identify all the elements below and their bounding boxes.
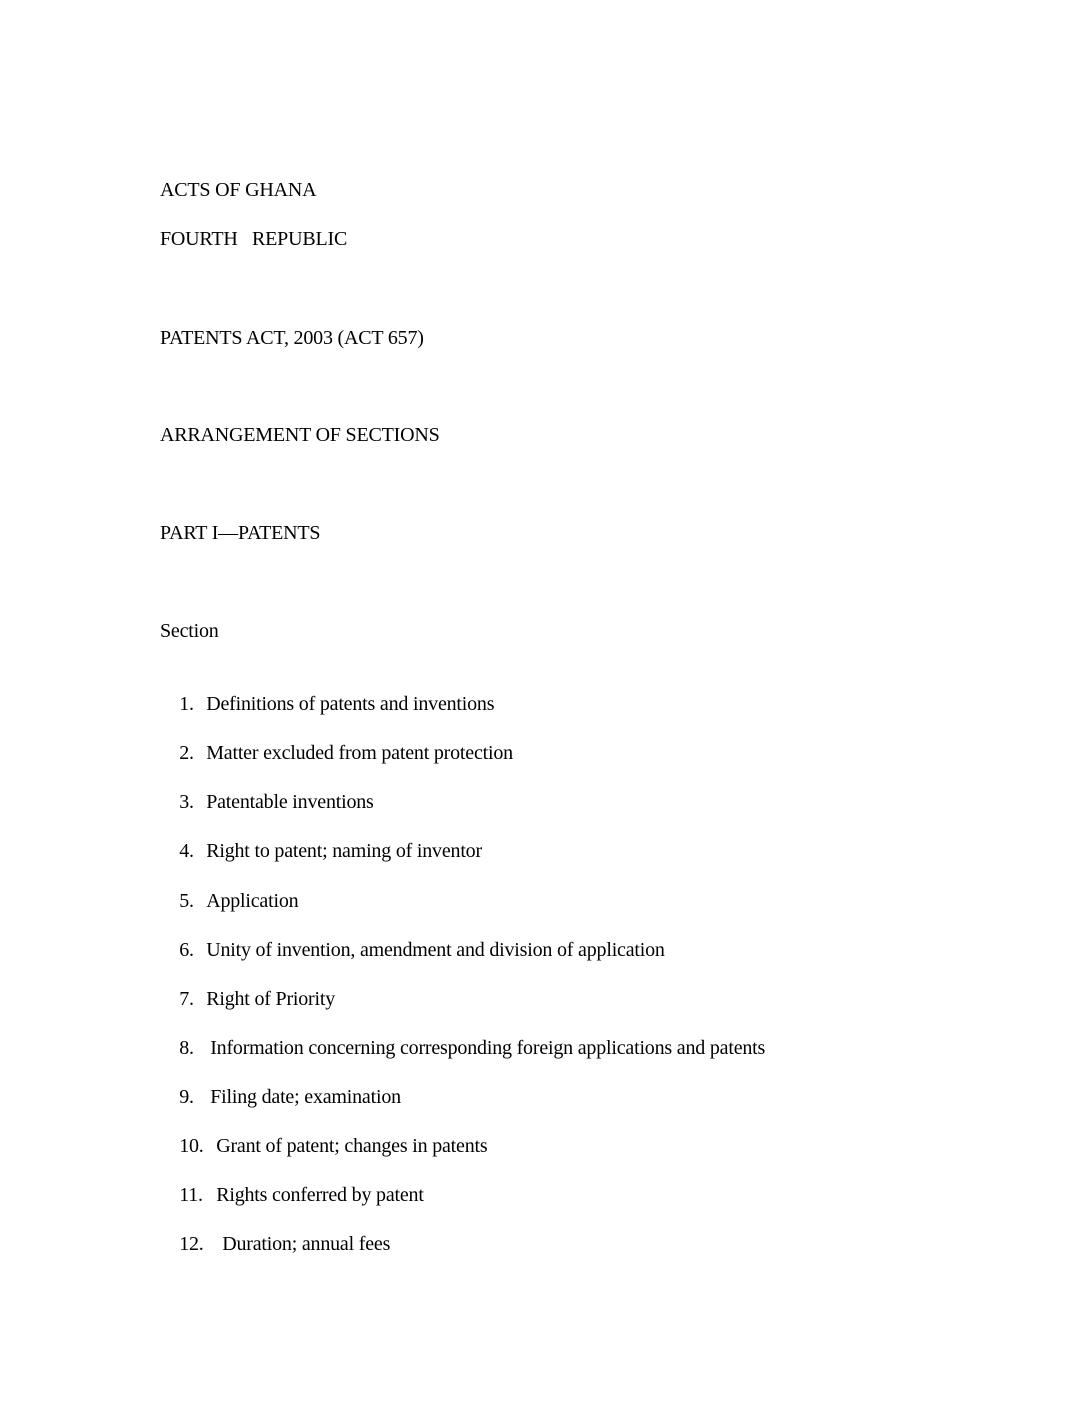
section-number: 6.: [179, 939, 194, 961]
section-title: Patentable inventions: [206, 791, 374, 813]
section-title: Matter excluded from patent protection: [206, 742, 513, 764]
act-title: PATENTS ACT, 2003 (ACT 657): [160, 327, 424, 349]
document-header: ACTS OF GHANA: [160, 179, 317, 201]
section-number: 3.: [179, 791, 194, 813]
section-title: Application: [206, 890, 299, 912]
section-number: 4.: [179, 840, 194, 862]
section-number: 9.: [179, 1086, 194, 1108]
section-number: 10.: [179, 1135, 204, 1157]
part-title: PART I—PATENTS: [160, 522, 321, 544]
section-number: 1.: [179, 693, 194, 715]
section-title: Grant of patent; changes in patents: [216, 1135, 488, 1157]
section-heading: Section: [160, 620, 219, 642]
section-title: Right to patent; naming of inventor: [206, 840, 482, 862]
section-number: 12.: [179, 1233, 204, 1255]
section-number: 7.: [179, 988, 194, 1010]
document-subheader: FOURTH REPUBLIC: [160, 228, 348, 250]
section-number: 11.: [179, 1184, 203, 1206]
section-title: Right of Priority: [206, 988, 336, 1010]
section-number: 8.: [179, 1037, 194, 1059]
arrangement-title: ARRANGEMENT OF SECTIONS: [160, 424, 440, 446]
section-title: Filing date; examination: [210, 1086, 401, 1108]
section-title: Duration; annual fees: [222, 1233, 391, 1255]
section-title: Rights conferred by patent: [216, 1184, 424, 1206]
section-title: Definitions of patents and inventions: [206, 693, 495, 715]
section-title: Information concerning corresponding foreign applications and patents: [210, 1037, 766, 1059]
section-title: Unity of invention, amendment and division of application: [206, 939, 665, 961]
section-entry: [160, 1208, 390, 1280]
section-number: 5.: [179, 890, 194, 912]
section-number: 2.: [179, 742, 194, 764]
